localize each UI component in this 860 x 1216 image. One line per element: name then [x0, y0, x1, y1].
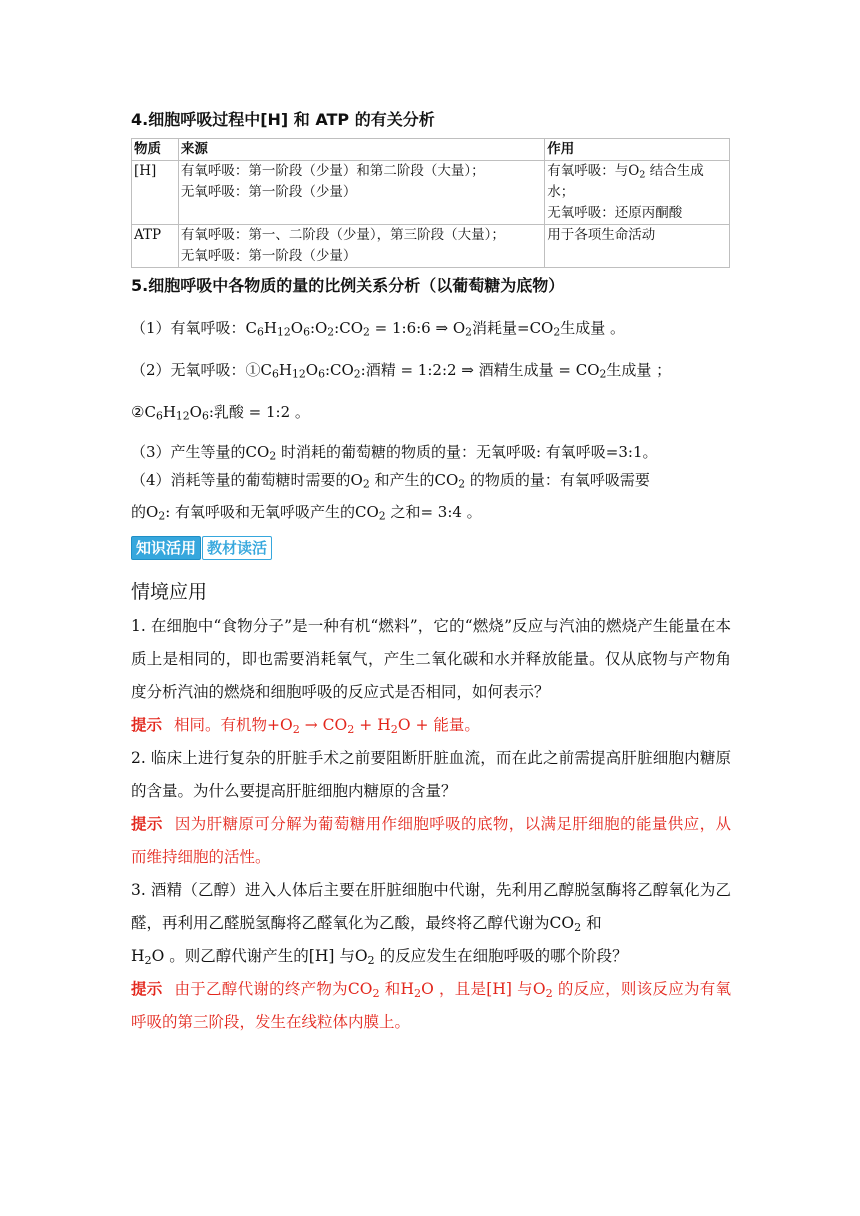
text: O + 能量。	[397, 716, 480, 734]
text: 因为肝糖原可分解为葡萄糖用作细胞呼吸的底物，以满足肝细胞的能量供应，从而维持细胞的活性。	[131, 815, 731, 866]
text: （4）消耗等量的葡萄糖时需要的O	[131, 471, 363, 489]
question-2: 2. 临床上进行复杂的肝脏手术之前要阻断肝脏血流，而在此之前需提高肝脏细胞内糖原的含量。为什么要提高肝脏细胞内糖原的含量？	[131, 749, 731, 800]
header-source: 来源	[178, 139, 544, 161]
text: 的物质的量：有氧呼吸需要	[465, 471, 650, 489]
text: → CO	[299, 716, 348, 734]
text: O ，且是[H] 与O	[421, 980, 546, 998]
h-role-line1	[547, 161, 727, 203]
text: 和产生的CO	[369, 471, 459, 489]
cell-atp-role: 用于各项生命活动	[545, 225, 730, 268]
answer-1: 提示 相同。有机物$+O_2 \to CO_2 + H_2O$ + 能量。	[131, 716, 480, 736]
text: （3）产生等量的CO	[131, 443, 270, 461]
formula-end: 生成量 。	[560, 319, 625, 337]
atp-source-line1: 有氧呼吸：第一、二阶段（少量），第三阶段（大量）；	[180, 227, 505, 243]
formula-prefix: （1）有氧呼吸：	[131, 319, 246, 337]
document-page	[131, 108, 731, 1039]
section-tags	[131, 536, 731, 560]
section4-title: 4.细胞呼吸过程中[H] 和 ATP 的有关分析	[131, 110, 435, 129]
header-role: 作用	[545, 139, 730, 161]
cell-atp-source	[178, 225, 544, 268]
cell-h-name: [H]	[132, 161, 179, 225]
h-role-text-a: 有氧呼吸：与O	[547, 163, 640, 179]
text: 3. 酒精（乙醇）进入人体后主要在肝脏细胞中代谢，先利用乙醇脱氢酶将乙醇氧化为乙醛，再利用乙醛脱氢酶将乙醛氧化为乙酸，最终将乙醇代谢为CO	[131, 881, 731, 932]
section-heading: 情境应用	[131, 581, 208, 603]
text: + H	[354, 716, 391, 734]
cell-atp-name: ATP	[132, 225, 179, 268]
text: 和H	[379, 980, 415, 998]
ratio-line-3: （3）产生等量的$CO_2$ 时消耗的葡萄糖的物质的量：无氧呼吸: 有氧呼吸=3:1。	[131, 443, 658, 463]
formula-text: :酒精 = 1:2:2 ⇒ 酒精生成量 = CO	[360, 361, 600, 379]
hint-label: 提示	[131, 716, 163, 734]
ratio-line-5: 的$O_2$: 有氧呼吸和无氧呼吸产生的$CO_2$ 之和= 3:4 。	[131, 503, 482, 523]
ratio-line-4: （4）消耗等量的葡萄糖时需要的$O_2$ 和产生的$CO_2$ 的物质的量：有氧呼吸需要	[131, 471, 650, 491]
table-header-row	[132, 139, 730, 161]
hatp-table	[131, 138, 730, 268]
text: O 。则乙醇代谢产生的[H] 与O	[151, 947, 368, 965]
text: 由于乙醇代谢的终产物为CO	[174, 980, 373, 998]
formula-prefix: （2）无氧呼吸：①	[131, 361, 261, 379]
text: 相同。有机物+O	[174, 716, 293, 734]
header-substance: 物质	[132, 139, 179, 161]
subscript: 2	[639, 169, 646, 181]
h-source-line1: 有氧呼吸：第一阶段（少量）和第二阶段（大量）；	[180, 163, 485, 179]
tag-textbook: 教材读活	[202, 536, 272, 560]
formula-text: 消耗量=CO	[472, 319, 554, 337]
h-source-line2: 无氧呼吸：第一阶段（少量）	[180, 184, 357, 200]
h-role-line2: 无氧呼吸：还原丙酮酸	[547, 205, 683, 221]
h-role-text-b: 结合生成水；	[547, 163, 704, 200]
cell-h-role	[545, 161, 730, 225]
hint-label: 提示	[131, 815, 163, 833]
text: 时消耗的葡萄糖的物质的量：无氧呼吸: 有氧呼吸=3:1。	[276, 443, 658, 461]
question-1: 1. 在细胞中“食物分子”是一种有机“燃料”，它的“燃烧”反应与汽油的燃烧产生能量在本质上是相同的，即也需要消耗氧气，产生二氧化碳和水并释放能量。仅从底物与产物角度分析汽油的燃烧和细胞呼吸的反应式是否相同，如何表示？	[131, 617, 731, 701]
table-row	[132, 161, 730, 225]
formula-prefix: ②	[131, 403, 145, 421]
formula-end: :乳酸 = 1:2 。	[208, 403, 310, 421]
text: 之和= 3:4 。	[385, 503, 482, 521]
formula-end: 生成量 ；	[606, 361, 672, 379]
answer-3: 提示 由于乙醇代谢的终产物为$CO_2$ 和$H_2O$ ，且是[H] 与$O_2$ 的反应，则该反应为有氧呼吸的第三阶段，发生在线粒体内膜上。	[131, 980, 731, 1031]
hint-label: 提示	[131, 980, 163, 998]
table-row	[132, 225, 730, 268]
formula-aerobic: （1）有氧呼吸：$C_6H_{12}O_6:O_2:CO_2$ = 1:6:6 ⇒ $O_2$消耗量$=CO_2$生成量 。	[131, 319, 625, 339]
text: 的反应发生在细胞呼吸的哪个阶段？	[374, 947, 628, 965]
text: : 有氧呼吸和无氧呼吸产生的CO	[165, 503, 379, 521]
section5-title: 5.细胞呼吸中各物质的量的比例关系分析（以葡萄糖为底物）	[131, 276, 565, 295]
text: 和	[581, 914, 602, 932]
cell-h-source	[178, 161, 544, 225]
formula-anaerobic-2: $②C_6H_{12}O_6$:乳酸 = 1:2 。	[131, 403, 310, 423]
text: 的O	[131, 503, 159, 521]
atp-source-line2: 无氧呼吸：第一阶段（少量）	[180, 248, 357, 264]
answer-2	[131, 808, 731, 874]
text: 的反应，则该反应为有氧呼吸的第三阶段，发生在线粒体内膜上。	[131, 980, 731, 1031]
question-3: 3. 酒精（乙醇）进入人体后主要在肝脏细胞中代谢，先利用乙醇脱氢酶将乙醇氧化为乙醛，再利用乙醛脱氢酶将乙醛氧化为乙酸，最终将乙醇代谢为$CO_2$ 和 $H_2O$ 。则乙醇代谢产生的[H] 与$O_2$ 的反应发生在细胞呼吸的哪个阶段？	[131, 881, 731, 967]
text: H	[131, 947, 145, 965]
formula-anaerobic-1: （2）无氧呼吸：$①C_6H_{12}O_6:CO_2$:酒精 = 1:2:2 ⇒ 酒精生成量 = $CO_2$生成量 ；	[131, 361, 672, 381]
tag-knowledge: 知识活用	[131, 536, 201, 560]
